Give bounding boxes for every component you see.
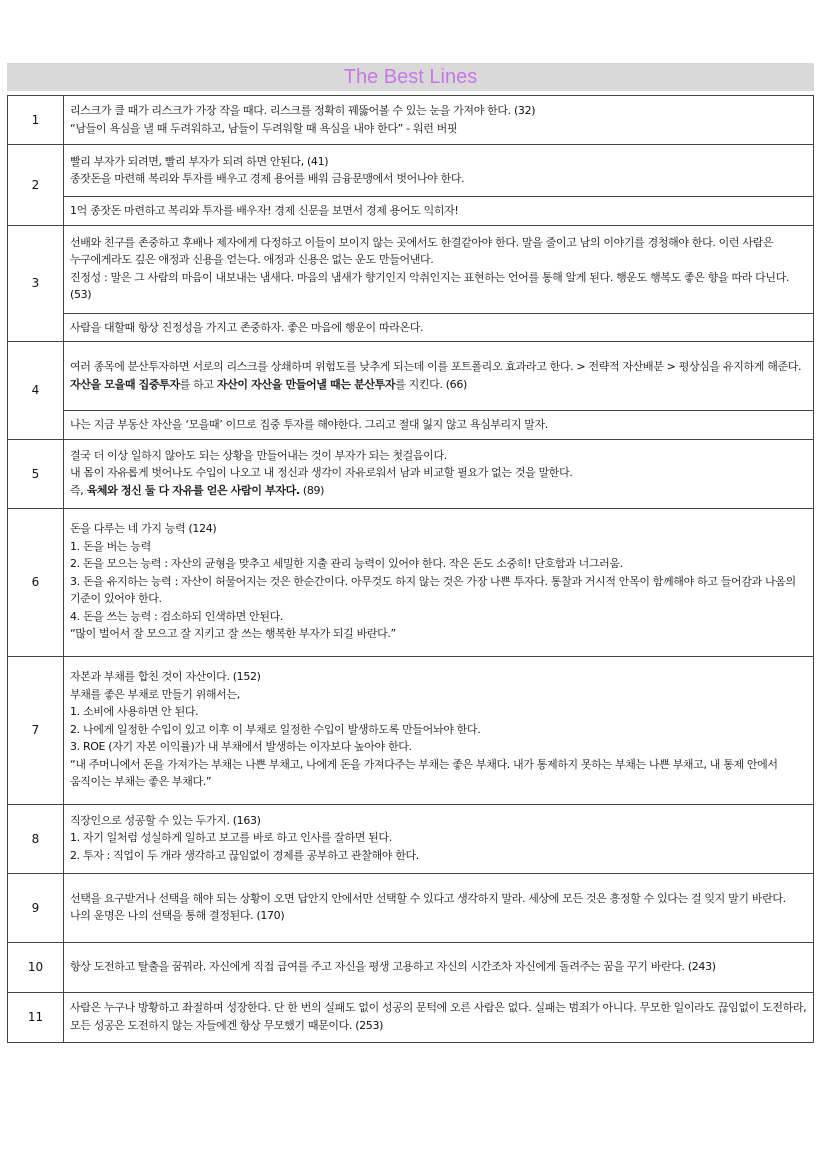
row-number: 4: [8, 342, 64, 440]
text-line: 여러 종목에 분산투자하면 서로의 리스크를 상쇄하며 위험도를 낮추게 되는데 이를 포트폴리오 효과라고 한다. > 전략적 자산배분 > 평상심을 유지하게 해준다.: [70, 360, 802, 373]
table-row: [8, 342, 814, 411]
row-text: [64, 804, 814, 873]
row-note: 나는 지금 부동산 자산을 ‘모을때’ 이므로 집중 투자를 해야한다. 그리고 절대 잃지 않고 욕심부리지 말자.: [64, 411, 814, 440]
plain-text: 를 하고: [179, 377, 217, 391]
text-line: “남들이 욕심을 낼 때 두려워하고, 남들이 두려워할 때 욕심을 내야 한다” - 워런 버핏: [70, 121, 458, 135]
row-text: [64, 439, 814, 508]
row-number: 2: [8, 145, 64, 226]
text-line: 1. 돈을 버는 능력: [70, 539, 151, 553]
best-lines-table: [7, 95, 814, 1043]
row-number: 1: [8, 96, 64, 145]
row-text: [64, 992, 814, 1042]
row-number: 3: [8, 225, 64, 342]
text-line: 4. 돈을 쓰는 능력 : 검소하되 인색하면 안된다.: [70, 609, 284, 623]
row-text: [64, 942, 814, 992]
table-row: [8, 411, 814, 440]
table-row: [8, 942, 814, 992]
row-number: 11: [8, 992, 64, 1042]
table-row: [8, 804, 814, 873]
text-line: 사람은 누구나 방황하고 좌절하며 성장한다. 단 한 번의 실패도 없이 성공의 문턱에 오른 사람은 없다. 실패는 범죄가 아니다. 무모한 일이라도 끊임없이 도전하라, 모든 성공은 도전하지 않는 자들에겐 항상 무모했기 때문이다. (253): [70, 1001, 807, 1032]
row-number: 10: [8, 942, 64, 992]
text-line: 3. 돈을 유지하는 능력 : 자산이 허물어지는 것은 한순간이다. 아무것도 하지 않는 것은 가장 나쁜 투자다. 통찰과 거시적 안목이 함께해야 하고 들어감과 나옴의 기준이 있어야 한다.: [70, 574, 796, 606]
text-line: 항상 도전하고 탈출을 꿈꿔라. 자신에게 직접 급여를 주고 자신을 평생 고용하고 자신의 시간조차 자신에게 돌려주는 꿈을 꾸기 바란다. (243): [70, 959, 716, 973]
text-line: “내 주머니에서 돈을 가져가는 부채는 나쁜 부채고, 나에게 돈을 가져다주는 부채는 좋은 부채다. 내가 통제하지 못하는 부채는 나쁜 부채고, 내 통제 안에서 움직이는 부채는 좋은 부채다.”: [70, 757, 778, 789]
plain-text: (89): [299, 483, 325, 497]
text-line: 내 몸이 자유롭게 벗어나도 수입이 나오고 내 정신과 생각이 자유로워서 남과 비교할 필요가 없는 것을 말한다.: [70, 466, 573, 480]
table-row: [8, 439, 814, 508]
text-line: 리스크가 클 때가 리스크가 가장 작을 때다. 리스크를 정확히 꿰뚫어볼 수 있는 눈을 가져야 한다. (32): [70, 104, 536, 117]
bold-text: 자산을 모을때 집중투자: [70, 377, 180, 391]
table-row: [8, 225, 814, 313]
text-line: 자본과 부채를 합친 것이 자산이다. (152): [70, 670, 261, 684]
text-line-bold-mix: [70, 376, 807, 394]
plain-text: 를 지킨다. (66): [395, 377, 467, 391]
row-text: [64, 508, 814, 656]
text-line: 3. ROE (자기 자본 이익률)가 내 부채에서 발생하는 이자보다 높아야 한다.: [70, 740, 412, 754]
text-line: 결국 더 이상 일하지 않아도 되는 상황을 만들어내는 것이 부자가 되는 첫걸음이다.: [70, 448, 447, 462]
text-line: 빨리 부자가 되려면, 빨리 부자가 되려 하면 안된다, (41): [70, 154, 329, 168]
title-bar: [7, 63, 814, 91]
text-line: “많이 벌어서 잘 모으고 잘 지키고 잘 쓰는 행복한 부자가 되길 바란다.”: [70, 627, 396, 641]
table-row: [8, 313, 814, 342]
text-line: 선배와 친구를 존중하고 후배나 제자에게 다정하고 이들이 보이지 않는 곳에서도 한결같아야 한다. 말을 줄이고 남의 이야기를 경청해야 한다. 이런 사람은 누구에게라도 깊은 애정과 신용을 얻는다. 애정과 신용은 없는 운도 만들어낸다.: [70, 235, 774, 266]
page-title: The Best Lines: [343, 66, 478, 88]
row-text: [64, 225, 814, 313]
row-text: [64, 342, 814, 411]
text-line: 부채를 좋은 부채로 만들기 위해서는,: [70, 687, 240, 701]
table-row: [8, 197, 814, 226]
text-line: 1. 자기 일처럼 성실하게 일하고 보고를 바로 하고 인사를 잘하면 된다.: [70, 831, 392, 845]
text-line: 진정성 : 말은 그 사람의 마음이 내보내는 냄새다. 마음의 냄새가 향기인지 악취인지는 표현하는 언어를 통해 알게 된다. 행운도 행복도 좋은 향을 따라 다닌다. (53): [70, 270, 790, 301]
text-line: 돈을 다루는 네 가지 능력 (124): [70, 522, 217, 536]
text-line-bold-mix: [70, 482, 807, 500]
row-text: [64, 656, 814, 804]
row-number: 8: [8, 804, 64, 873]
text-line: 2. 투자 : 직업이 두 개라 생각하고 끊임없이 경제를 공부하고 관찰해야 한다.: [70, 848, 419, 862]
text-line: 선택을 요구받거나 선택을 해야 되는 상황이 오면 답안지 안에서만 선택할 수 있다고 생각하지 말라. 세상에 모든 것은 흥정할 수 있다는 걸 잊지 말기 바란다.: [70, 891, 786, 905]
text-line: 2. 나에게 일정한 수입이 있고 이후 이 부채로 일정한 수입이 발생하도록 만들어놔야 한다.: [70, 722, 481, 736]
plain-text: 즉,: [70, 483, 87, 497]
table-row: [8, 873, 814, 942]
row-text: [64, 96, 814, 145]
table-row: [8, 656, 814, 804]
table-row: [8, 96, 814, 145]
row-text: [64, 145, 814, 197]
row-text: [64, 873, 814, 942]
table-row: [8, 508, 814, 656]
row-number: 6: [8, 508, 64, 656]
table-row: [8, 145, 814, 197]
row-note: 1억 종잣돈 마련하고 복리와 투자를 배우자! 경제 신문을 보면서 경제 용어도 익히자!: [64, 197, 814, 226]
bold-text: 자산이 자산을 만들어낼 때는 분산투자: [216, 377, 396, 391]
text-line: 직장인으로 성공할 수 있는 두가지. (163): [70, 813, 261, 827]
text-line: 1. 소비에 사용하면 안 된다.: [70, 705, 199, 719]
text-line: 종잣돈을 마련해 복리와 투자를 배우고 경제 용어를 배워 금융문맹에서 벗어나야 한다.: [70, 172, 465, 185]
table-row: [8, 992, 814, 1042]
row-note: 사람을 대할때 항상 진정성을 가지고 존중하자. 좋은 마음에 행운이 따라온다.: [64, 313, 814, 342]
text-line: 나의 운명은 나의 선택을 통해 결정된다. (170): [70, 909, 285, 922]
text-line: 2. 돈을 모으는 능력 : 자산의 균형을 맞추고 세밀한 지출 관리 능력이 있어야 한다. 작은 돈도 소중히! 단호함과 너그러움.: [70, 557, 623, 571]
row-number: 5: [8, 439, 64, 508]
row-number: 9: [8, 873, 64, 942]
row-number: 7: [8, 656, 64, 804]
bold-text: 육체와 정신 둘 다 자유를 얻은 사람이 부자다.: [86, 483, 300, 497]
